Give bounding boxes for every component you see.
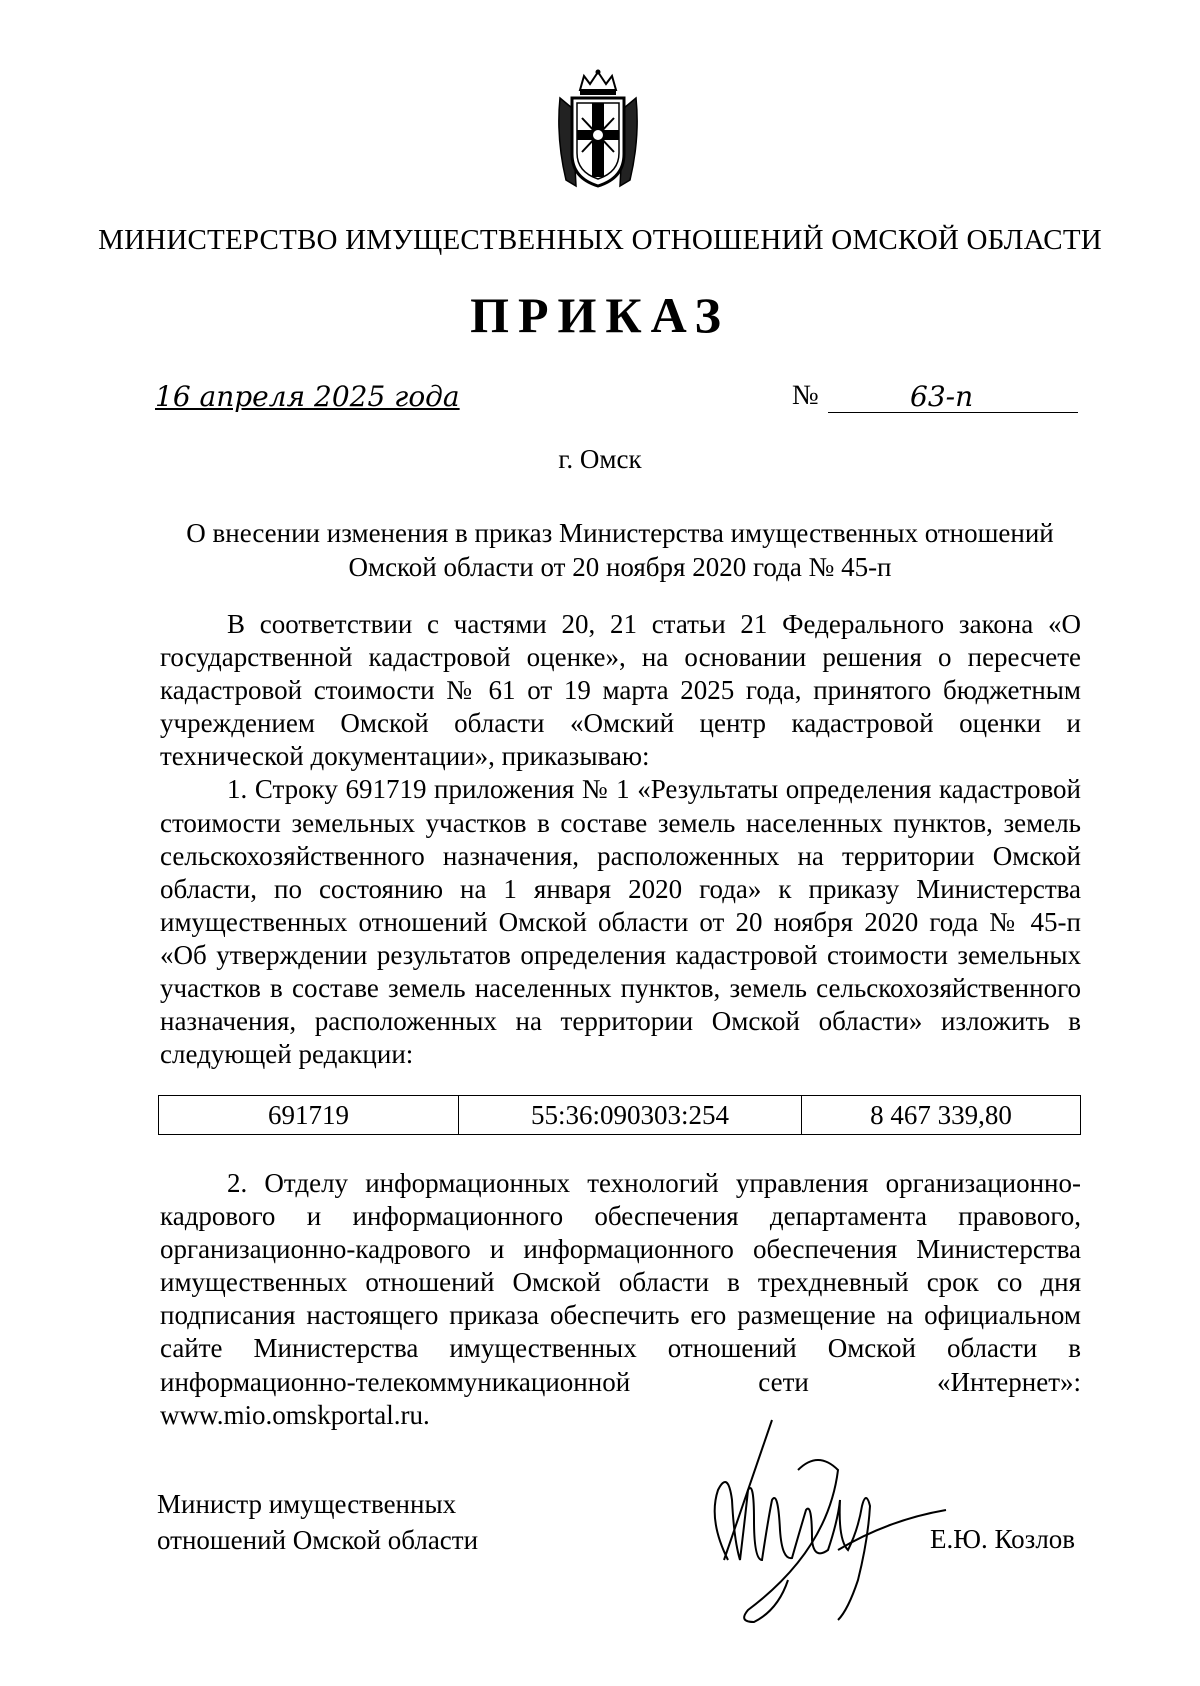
city: г. Омск <box>558 444 642 474</box>
order-body-part-1 <box>160 608 1081 1071</box>
preamble-paragraph: В соответствии с частями 20, 21 статьи 21 Федерального закона «О государственной кадастровой оценке», на основании решения о пересчете кадастровой стоимости № 61 от 19 марта 2025 года, принятого бюджетным учреждением Омской области «Омский центр кадастровой оценки и технической документации», приказываю: <box>160 609 1081 772</box>
signer-position <box>157 1486 478 1558</box>
order-number: 63-п <box>910 380 974 413</box>
document-title: ПРИКАЗ <box>470 287 730 343</box>
coat-of-arms-emblem <box>552 68 644 192</box>
item-1-paragraph: 1. Строку 691719 приложения № 1 «Результаты определения кадастровой стоимости земельных участков в составе земель населенных пунктов, земель сельскохозяйственного назначения, расположенных на территории Омской области, по состоянию на 1 января 2020 года» к приказу Министерства имущественных отношений Омской области от 20 ноября 2020 года № 45-п «Об утверждении результатов определения кадастровой стоимости земельных участков в составе земель населенных пунктов, земель сельскохозяйственного назначения, расположенных на территории Омской области» изложить в следующей редакции: <box>160 774 1081 1070</box>
table-cell-cadastral-value: 8 467 339,80 <box>870 1099 1012 1130</box>
subject-line-2: Омской области от 20 ноября 2020 года № 45-п <box>348 552 892 582</box>
order-subject <box>160 516 1080 584</box>
table-cell-row-number: 691719 <box>159 1096 459 1134</box>
ministry-name: МИНИСТЕРСТВО ИМУЩЕСТВЕННЫХ ОТНОШЕНИЙ ОМСКОЙ ОБЛАСТИ <box>98 224 1102 256</box>
subject-line-1: О внесении изменения в приказ Министерства имущественных отношений <box>186 518 1054 548</box>
signer-position-line-1: Министр имущественных <box>157 1489 457 1519</box>
handwritten-signature <box>688 1410 948 1625</box>
table-cell-cadastral-number: 55:36:090303:254 <box>459 1096 802 1134</box>
order-date: 16 апреля 2025 года <box>155 380 460 413</box>
signer-name: Е.Ю. Козлов <box>930 1524 1076 1554</box>
signer-position-line-2: отношений Омской области <box>157 1525 479 1555</box>
cadastral-row-table <box>158 1095 1081 1135</box>
order-number-label: № <box>792 380 819 411</box>
order-body-part-2 <box>160 1167 1081 1432</box>
item-2-paragraph: 2. Отделу информационных технологий управления организационно-кадрового и информационного обеспечения департамента правового, организационно-кадрового и информационного обеспечения Министерства имущественных отношений Омской области в трехдневный срок со дня подписания настоящего приказа обеспечить его размещение на официальном сайте Министерства имущественных отношений Омской области в информационно-телекоммуникационной сети «Интернет»: www.mio.omskportal.ru. <box>160 1168 1081 1430</box>
